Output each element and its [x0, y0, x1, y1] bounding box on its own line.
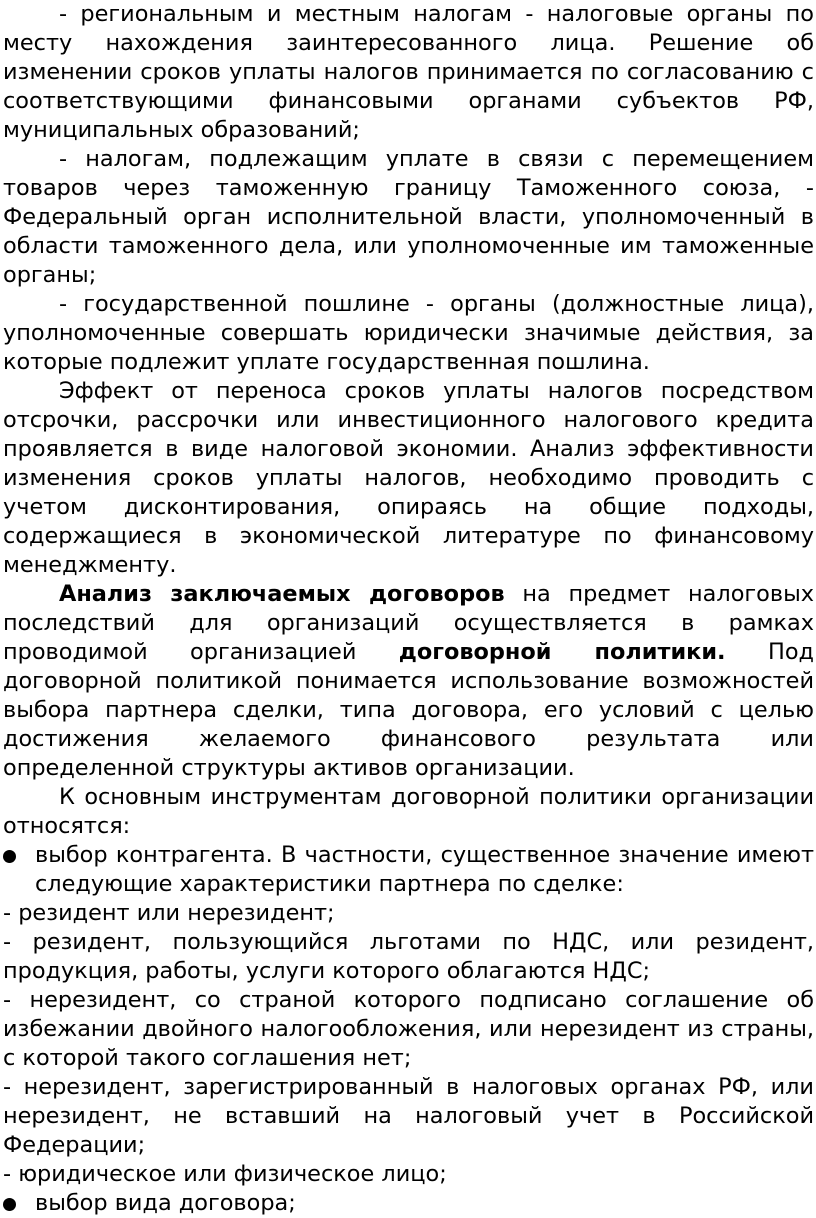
- bullet-dot-icon: [3, 1198, 16, 1211]
- dash-list-item: - резидент, пользующийся льготами по НДС, или резидент, продукция, работы, услуги которого облагаются НДС;: [3, 929, 814, 984]
- paragraph-state-duty: - государственной пошлине - органы (должностные лица), уполномоченные совершать юридически значимые действия, за которые подлежит уплате государственная пошлина.: [3, 291, 814, 375]
- bullet-dot-icon: [3, 850, 16, 863]
- dash-list-item: - юридическое или физическое лицо;: [3, 1161, 447, 1187]
- paragraph-text: Под договорной политикой понимается использование возможностей выбора партнера сделки, типа договора, его условий с целью достижения желаемого финансового результата или определенной структуры активов организации.: [3, 639, 814, 781]
- dash-list-item: - нерезидент, зарегистрированный в налоговых органах РФ, или нерезидент, не вставший на налоговый учет в Российской Федерации;: [3, 1074, 814, 1158]
- dash-list-item: - резидент или нерезидент;: [3, 900, 335, 926]
- bullet-item: [3, 841, 814, 899]
- bullet-item: [3, 1189, 814, 1218]
- paragraph-customs-taxes: - налогам, подлежащим уплате в связи с перемещением товаров через таможенную границу Таможенного союза, - Федеральный орган исполнительной власти, уполномоченный в области таможенного дела, или уполномоченные им таможенные органы;: [3, 146, 814, 288]
- bold-term-contract-policy: договорной политики.: [398, 639, 726, 665]
- paragraph-regional-taxes: - региональным и местным налогам - налоговые органы по месту нахождения заинтересованного лица. Решение об изменении сроков уплаты налогов принимается по согласованию с соответствующими финансовыми органами субъектов РФ, муниципальных образований;: [3, 1, 814, 143]
- bullet-text: выбор контрагента. В частности, существенное значение имеют следующие характеристики партнера по сделке:: [35, 842, 814, 897]
- paragraph-instruments-intro: К основным инструментам договорной политики организации относятся:: [3, 784, 814, 839]
- paragraph-contract-analysis: [3, 580, 814, 783]
- bold-term-contract-analysis: Анализ заключаемых договоров: [59, 581, 505, 607]
- paragraph-text: на предмет налоговых последствий для организаций осуществляется в рамках проводимой организацией: [3, 581, 814, 665]
- paragraph-deferral-effect: Эффект от переноса сроков уплаты налогов посредством отсрочки, рассрочки или инвестиционного налогового кредита проявляется в виде налоговой экономии. Анализ эффективности изменения сроков уплаты налогов, необходимо проводить с учетом дисконтирования, опираясь на общие подходы, содержащиеся в экономической литературе по финансовому менеджменту.: [3, 378, 814, 578]
- dash-list-item: - нерезидент, со страной которого подписано соглашение об избежании двойного налогообложения, или нерезидент из страны, с которой такого соглашения нет;: [3, 987, 814, 1071]
- bullet-text: выбор вида договора;: [35, 1190, 296, 1216]
